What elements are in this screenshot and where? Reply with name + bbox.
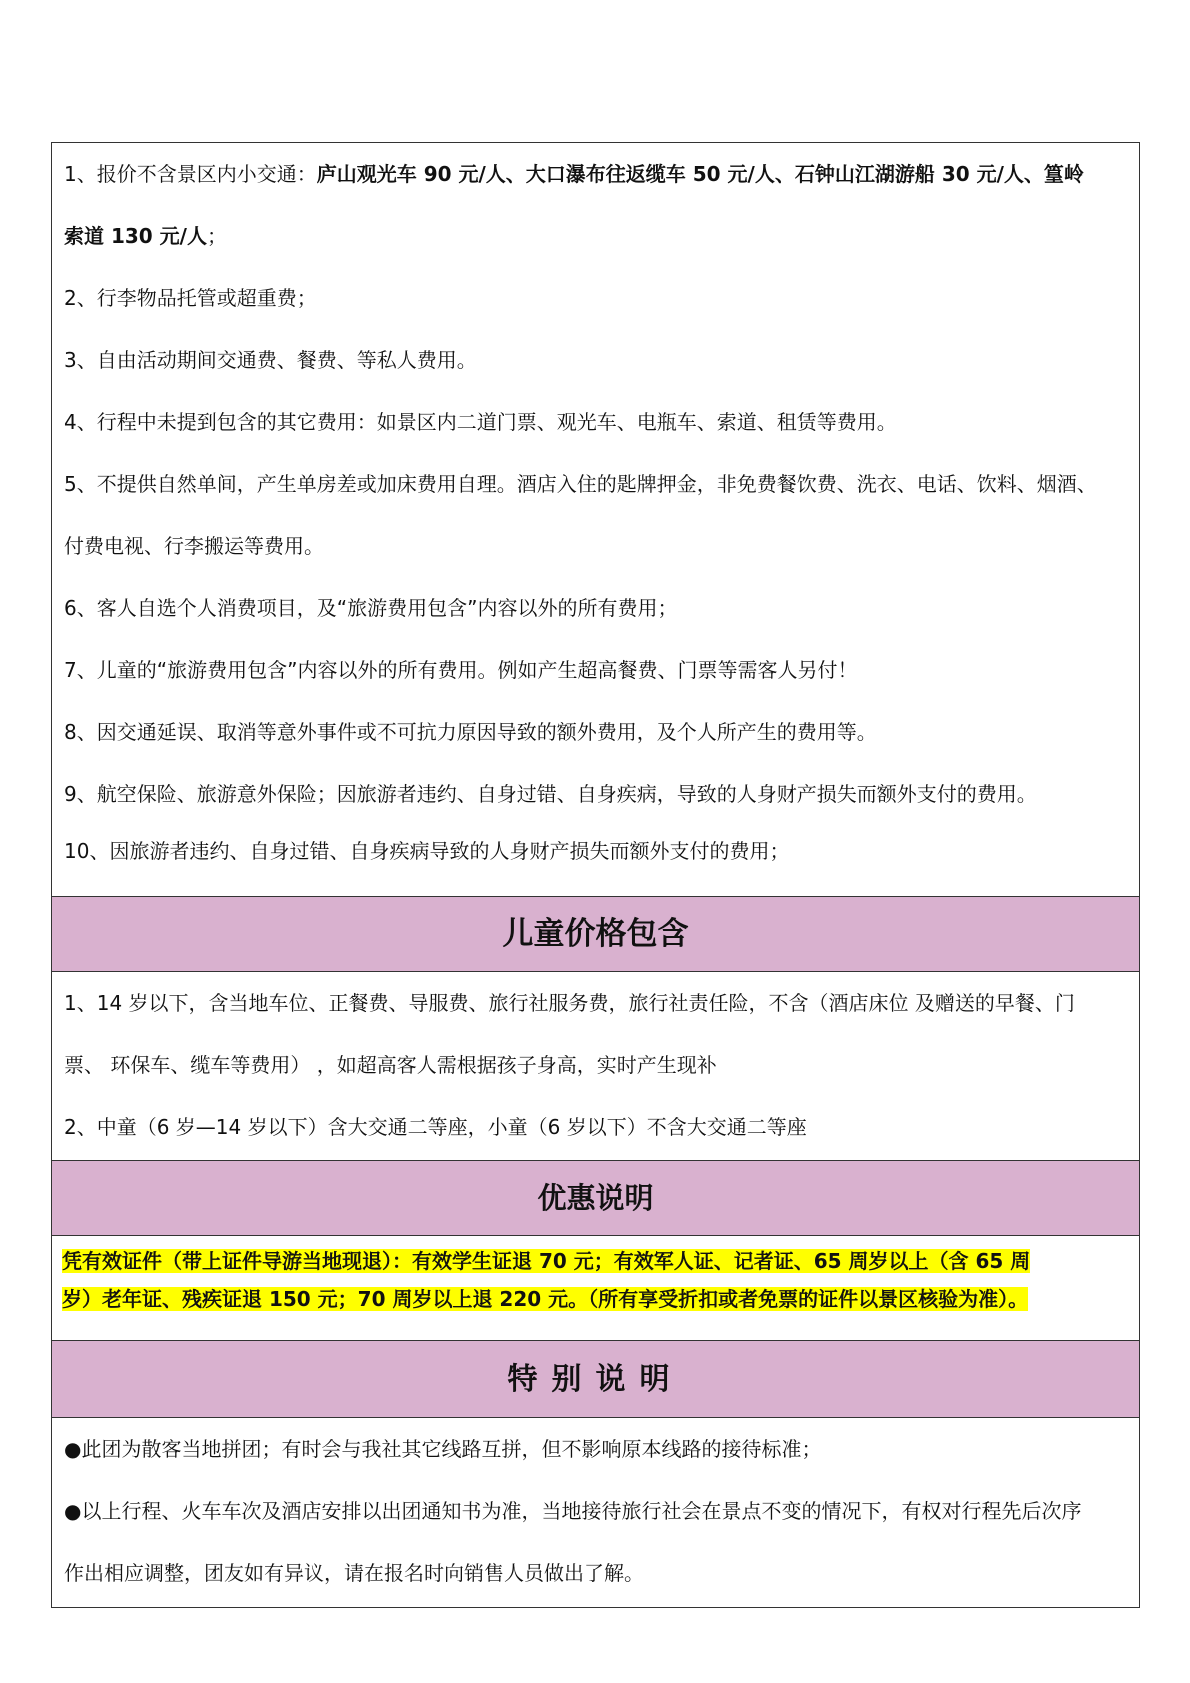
fee-item-1 [64, 143, 1127, 205]
fee-item-1-continued [64, 205, 1127, 267]
discount-line-2 [62, 1280, 1129, 1318]
special-notes-header: 特别说明 [52, 1341, 1139, 1418]
discount-text-2: 岁）老年证、残疾证退 150 元；70 周岁以上退 220 元。（所有享受折扣或者免票的证件以景区核验为准）。 [62, 1287, 1029, 1311]
fee-item-1-prefix: 1、报价不含景区内小交通： [64, 162, 317, 186]
fee-item-7: 7、儿童的“旅游费用包含”内容以外的所有费用。例如产生超高餐费、门票等需客人另付！ [64, 658, 858, 682]
special-item-2: ●以上行程、火车车次及酒店安排以出团通知书为准，当地接待旅行社会在景点不变的情况下，有权对行程先后次序 [64, 1499, 1082, 1523]
fee-item-10: 10、因旅游者违约、自身过错、自身疾病导致的人身财产损失而额外支付的费用； [64, 839, 790, 863]
fee-item-1-suffix: ； [206, 224, 227, 248]
children-price-section [52, 972, 1139, 1161]
fee-item-4: 4、行程中未提到包含的其它费用：如景区内二道门票、观光车、电瓶车、索道、租赁等费用。 [64, 410, 897, 434]
fee-item-9: 9、航空保险、旅游意外保险；因旅游者违约、自身过错、自身疾病，导致的人身财产损失而额外支付的费用。 [64, 782, 1037, 806]
fee-item-1-cableway-price: 索道 130 元/人 [64, 224, 207, 248]
children-price-header: 儿童价格包含 [52, 897, 1139, 972]
fee-item-1-transport-prices: 庐山观光车 90 元/人、大口瀑布往返缆车 50 元/人、石钟山江湖游船 30 元/人、篁岭 [316, 162, 1084, 186]
children-item-2: 2、中童（6 岁—14 岁以下）含大交通二等座，小童（6 岁以下）不含大交通二等座 [64, 1115, 807, 1139]
special-item-2-continued: 作出相应调整，团友如有异议，请在报名时向销售人员做出了解。 [64, 1561, 644, 1585]
children-item-1: 1、14 岁以下，含当地车位、正餐费、导服费、旅行社服务费，旅行社责任险，不含（酒店床位 及赠送的早餐、门 [64, 991, 1075, 1015]
document-table [51, 142, 1140, 1608]
fee-item-8: 8、因交通延误、取消等意外事件或不可抗力原因导致的额外费用，及个人所产生的费用等。 [64, 720, 877, 744]
fee-item-6: 6、客人自选个人消费项目，及“旅游费用包含”内容以外的所有费用； [64, 596, 678, 620]
special-item-1: ●此团为散客当地拼团；有时会与我社其它线路互拼，但不影响原本线路的接待标准； [64, 1437, 822, 1461]
discount-line-1 [62, 1242, 1129, 1280]
fee-item-3: 3、自由活动期间交通费、餐费、等私人费用。 [64, 348, 477, 372]
fees-not-included-section [52, 143, 1139, 897]
discount-section [52, 1242, 1139, 1341]
discount-header: 优惠说明 [52, 1161, 1139, 1236]
fee-item-5-continued: 付费电视、行李搬运等费用。 [64, 534, 324, 558]
fee-item-5: 5、不提供自然单间，产生单房差或加床费用自理。酒店入住的匙牌押金，非免费餐饮费、洗衣、电话、饮料、烟酒、 [64, 472, 1097, 496]
children-item-1-continued: 票、 环保车、缆车等费用） ，如超高客人需根据孩子身高，实时产生现补 [64, 1053, 717, 1077]
discount-text-1: 凭有效证件（带上证件导游当地现退）：有效学生证退 70 元；有效军人证、记者证、65 周岁以上（含 65 周 [62, 1249, 1031, 1273]
fee-item-2: 2、行李物品托管或超重费； [64, 286, 317, 310]
special-notes-section [52, 1418, 1139, 1607]
